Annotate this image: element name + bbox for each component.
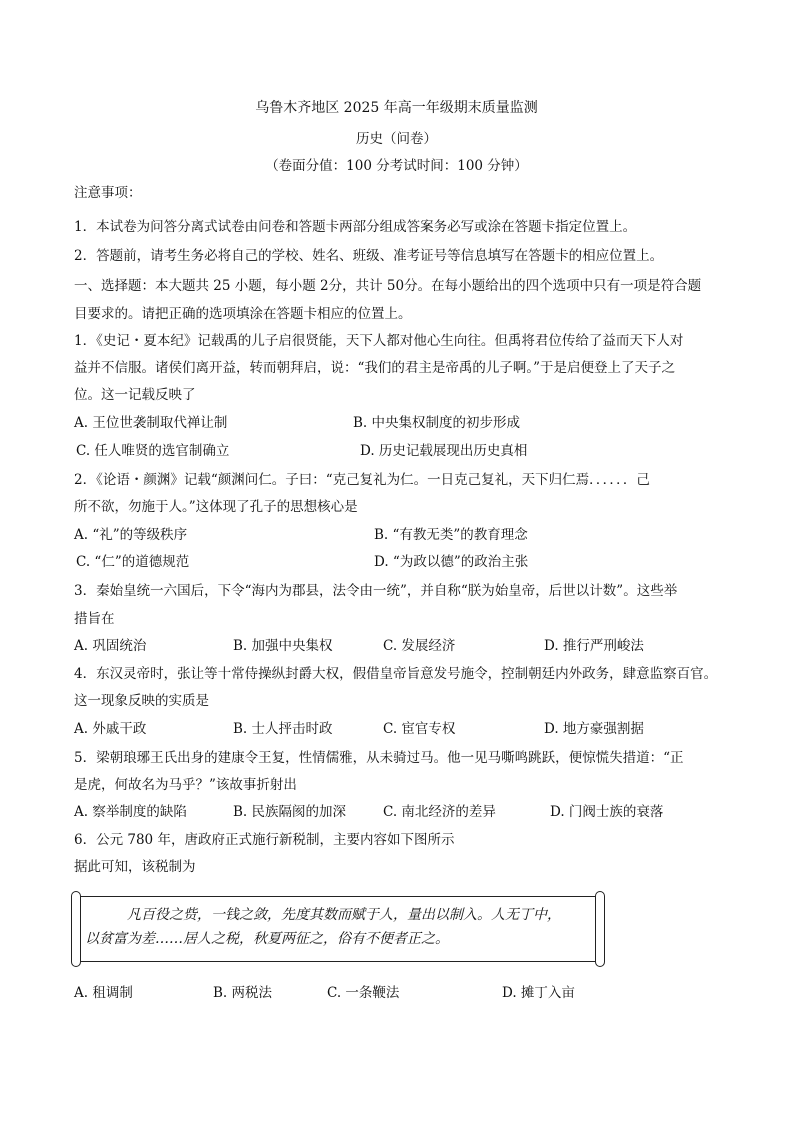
q5-option-d: D. 门阀士族的衰落 [550,804,664,820]
q6-option-b: B. 两税法 [213,985,273,1001]
q3-option-b: B. 加强中央集权 [233,638,333,654]
q6-stem-line-2: 据此可知，该税制为 [74,859,196,875]
q4-option-b: B. 士人抨击时政 [233,721,333,737]
q4-stem-line-1: 4．东汉灵帝时，张让等十常侍操纵封爵大权，假借皇帝旨意发号施令，控制朝廷内外政务，肆意监察百官。 [74,666,718,682]
q1-option-d: D. 历史记载展现出历史真相 [360,443,528,459]
q2-stem-line-1: 2．《论语・颜渊》记载“颜渊问仁。子曰：“克己复礼为仁。一日克己复礼，天下归仁焉．．．．．．己 [74,472,650,488]
q6-option-c: C. 一条鞭法 [327,985,400,1001]
q3-option-a: A. 巩固统治 [74,638,147,654]
q6-source-text [85,903,590,951]
q6-stem-line-1: 6．公元 780 年，唐政府正式施行新税制，主要内容如下图所示 [74,832,455,848]
q6-option-d: D. 摊丁入亩 [502,985,575,1001]
q3-option-d: D. 推行严刑峻法 [544,638,644,654]
q1-option-c: C. 任人唯贤的选官制确立 [76,443,230,459]
exam-subject: 历史（问卷） [356,131,437,147]
notes-heading: 注意事项： [74,185,142,201]
q5-stem-line-1: 5．梁朝琅琊王氏出身的建康令王复，性情儒雅，从未骑过马。他一见马嘶鸣跳跃，便惊慌失措道：“正 [74,750,684,766]
q1-option-b: B. 中央集权制度的初步形成 [353,415,521,431]
q3-option-c: C. 发展经济 [383,638,456,654]
q6-source-scroll [76,896,600,962]
q4-option-a: A. 外戚干政 [74,721,147,737]
q1-stem-line-1: 1．《史记・夏本纪》记载禹的儿子启很贤能，天下人都对他心生向往。但禹将君位传给了益而天下人对 [74,333,684,349]
q5-stem-line-2: 是虎，何故名为马乎？”该故事折射出 [74,777,297,793]
q2-option-a: A. “礼”的等级秩序 [74,527,188,543]
section-instructions-line-2: 目要求的。请把正确的选项填涂在答题卡相应的位置上。 [74,306,412,322]
q5-option-a: A. 察举制度的缺陷 [74,804,187,820]
q3-stem-line-2: 措旨在 [74,611,115,627]
q6-source-line-1: 凡百役之赀，一钱之敛，先度其数而赋于人，量出以制入。人无丁中， [127,907,561,923]
q5-option-c: C. 南北经济的差异 [383,804,496,820]
q1-stem-line-3: 位。这一记载反映了 [74,387,196,403]
q2-option-b: B. “有教无类”的教育理念 [374,527,528,543]
q2-option-c: C. “仁”的道德规范 [76,554,190,570]
q4-option-d: D. 地方豪强割据 [544,721,644,737]
section-instructions-line-1: 一、选择题：本大题共 25 小题，每小题 2分，共计 50分。在每小题给出的四个选项中只有一项是符合题 [74,278,702,294]
q1-stem-line-2: 益并不信服。诸侯们离开益，转而朝拜启，说：“我们的君主是帝禹的儿子啊。”于是启便登上了天子之 [74,360,676,376]
notes-item-1: 1．本试卷为问答分离式试卷由问卷和答题卡两部分组成答案务必写或涂在答题卡指定位置上。 [74,219,637,235]
q5-option-b: B. 民族隔阂的加深 [233,804,347,820]
exam-title: 乌鲁木齐地区 2025 年高一年级期末质量监测 [255,100,538,116]
q2-option-d: D. “为政以德”的政治主张 [374,554,529,570]
notes-item-2: 2．答题前，请考生务必将自己的学校、姓名、班级、准考证号等信息填写在答题卡的相应位置上。 [74,248,664,264]
q4-option-c: C. 宦官专权 [383,721,456,737]
q4-stem-line-2: 这一现象反映的实质是 [74,693,209,709]
q6-source-line-2: 以贫富为差……居人之税，秋夏两征之，俗有不便者正之。 [85,931,449,947]
q2-stem-line-2: 所不欲，勿施于人。”这体现了孔子的思想核心是 [74,499,358,515]
q1-option-a: A. 王位世袭制取代禅让制 [74,415,228,431]
q3-stem-line-1: 3．秦始皇统一六国后，下令“海内为郡县，法令由一统”，并自称“朕为始皇帝，后世以计数”。这些举 [74,583,678,599]
q6-option-a: A. 租调制 [74,985,133,1001]
exam-info: （卷面分值：100 分考试时间：100 分钟） [265,158,528,174]
